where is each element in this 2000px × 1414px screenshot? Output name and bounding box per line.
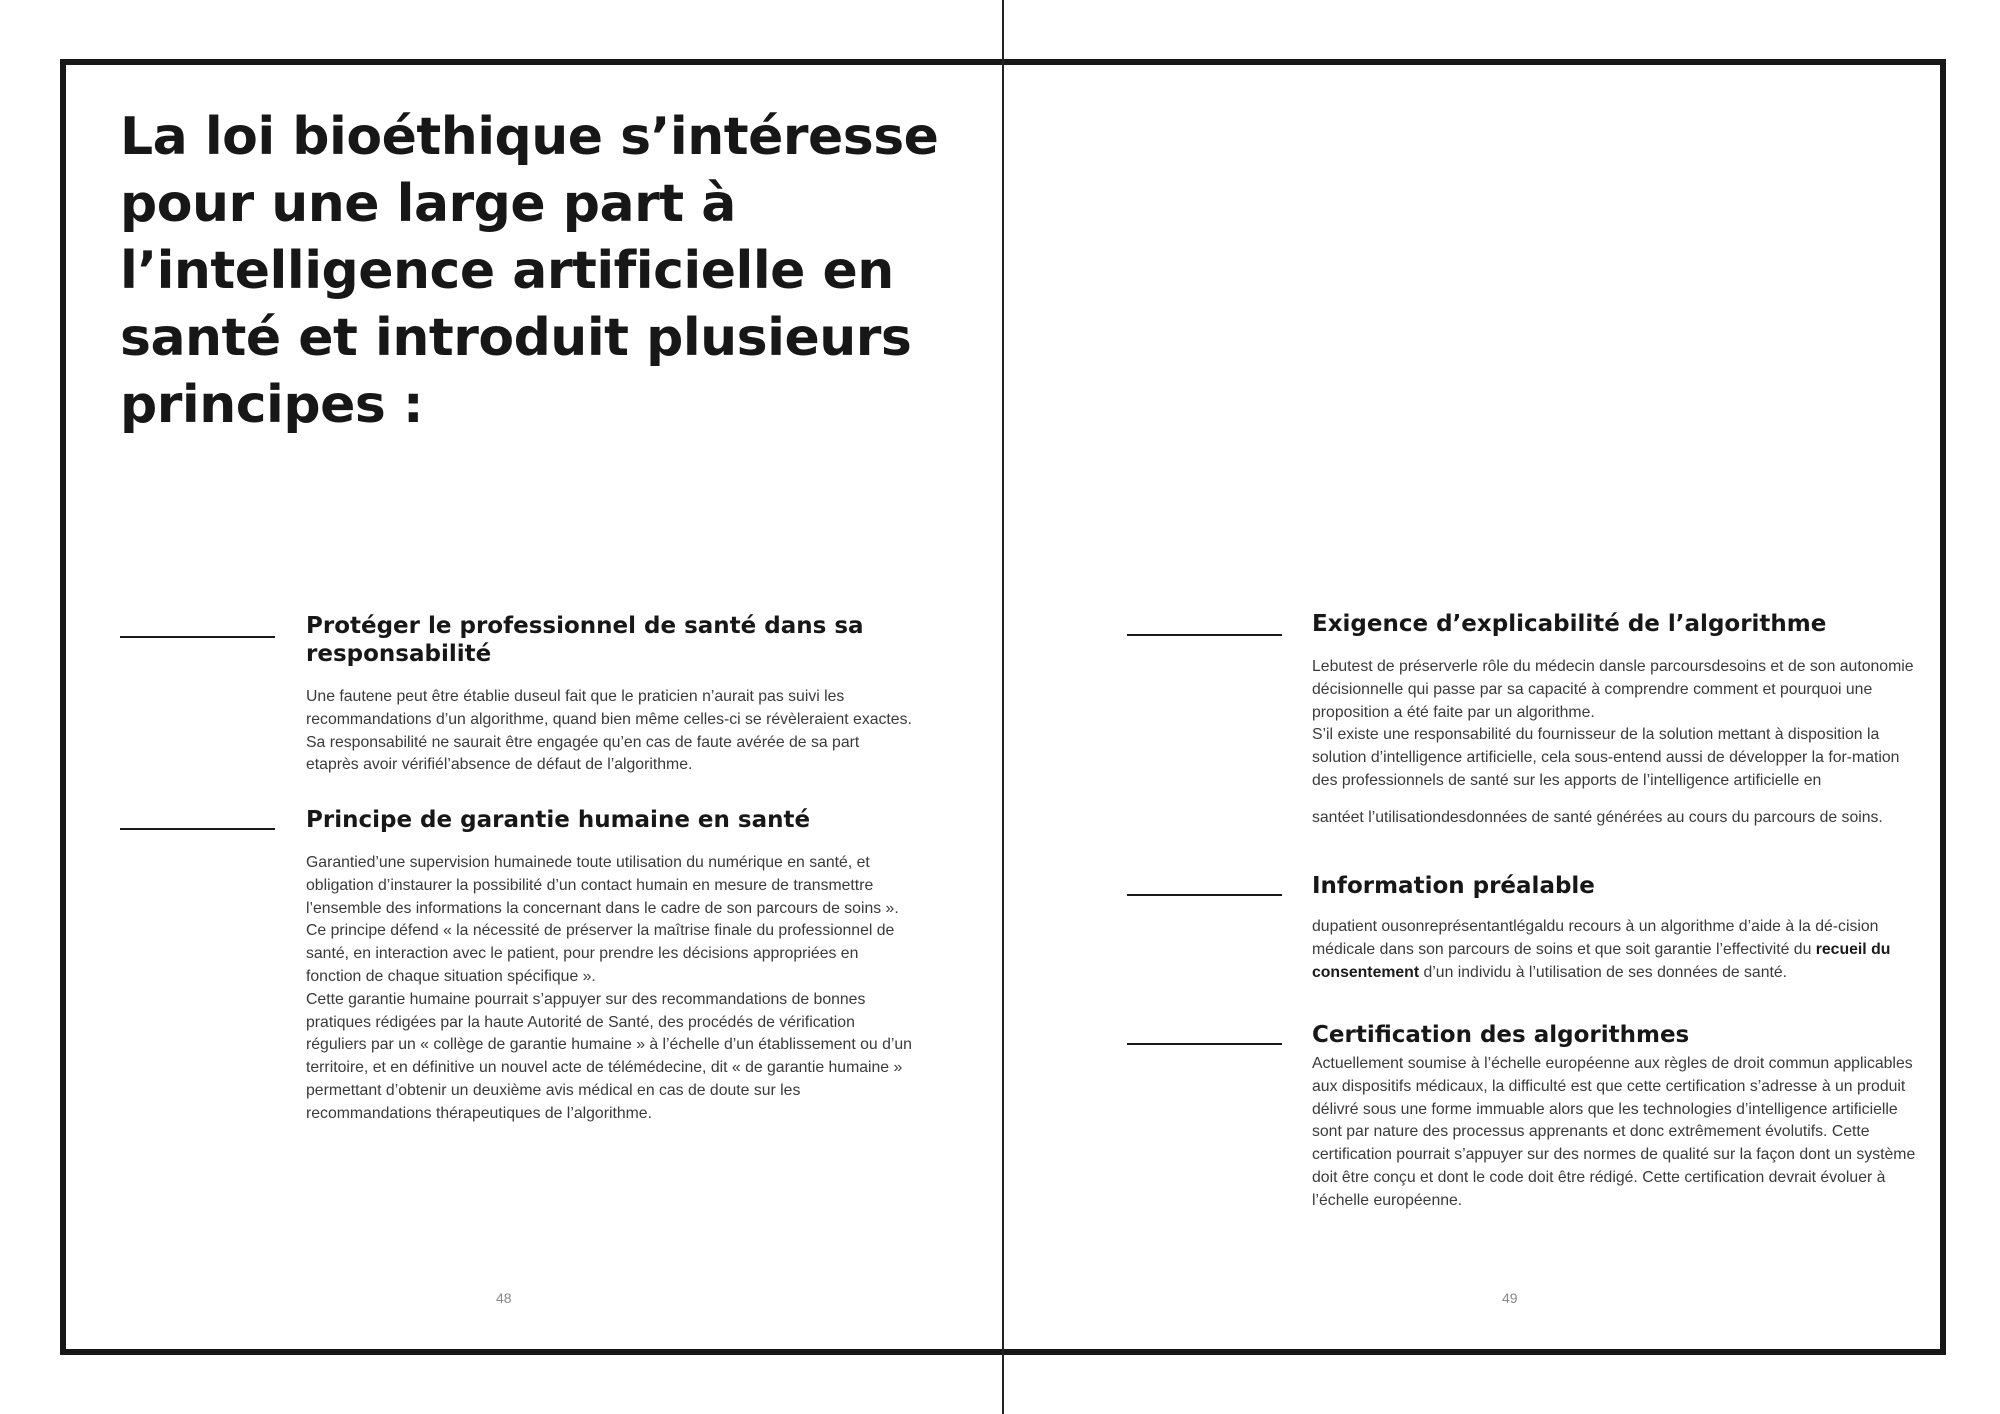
paragraph: Cette garantie humaine pourrait s’appuyer sur des recommandations de bonnes pratiques rédigées par la haute Autorité de Santé, des procédés de vérification réguliers par un « collège de garantie humaine » à l’échelle d’un établissement ou d’un territoire, et en définitive un nouvel acte de télémédecine, dit « de garantie humaine » permettant d’obtenir un deuxième avis médical en cas de doute sur les recommandations thérapeutiques de l’algorithme. bbox=[306, 990, 912, 1122]
text-after: d’un individu à l’utilisation de ses données de santé. bbox=[1419, 963, 1788, 981]
book-spine bbox=[1002, 0, 1004, 1414]
section-rule bbox=[1127, 634, 1282, 636]
paragraph: Ce principe défend « la nécessité de préserver la maîtrise finale du professionnel de santé, en interaction avec le patient, pour prendre les décisions appropriées en fonction de chaque situation spécifique ». bbox=[306, 922, 895, 985]
bold-consentement: recueil du consentement bbox=[1312, 940, 1891, 981]
paragraph: Une fautene peut être établie duseul fait que le praticien n’aurait pas suivi les recommandations d’un algorithme, quand bien même celles-ci se révèleraient exactes. Sa responsabilité ne saurait être engagée qu’en cas de faute avérée de sa part etaprès avoir vérifiél’absence de défaut de l’algorithme. bbox=[306, 688, 912, 774]
section-title-explicabilite: Exigence d’explicabilité de l’algorithme bbox=[1312, 611, 1827, 637]
paragraph: Garantied’une supervision humainede toute utilisation du numérique en santé, et obligation d’instaurer la possibilité d’un contact humain en mesure de transmettre l’ensemble des informations la concernant dans le cadre de son parcours de soins ». bbox=[306, 854, 899, 917]
section-body-explicabilite bbox=[1312, 656, 1922, 830]
page-number-left: 48 bbox=[496, 1290, 512, 1306]
page-headline: La loi bioéthique s’intéresse pour une large part à l’intelligence artificielle en santé et introduit plusieurs principes : bbox=[120, 107, 939, 435]
section-title-responsabilite: Protéger le professionnel de santé dans sa responsabilité bbox=[306, 613, 864, 667]
paragraph: santéet l’utilisationdesdonnées de santé générées au cours du parcours de soins. bbox=[1312, 808, 1883, 826]
section-title-certification: Certification des algorithmes bbox=[1312, 1022, 1690, 1048]
section-rule bbox=[120, 828, 275, 830]
section-body-responsabilite bbox=[306, 686, 916, 777]
paragraph: Actuellement soumise à l’échelle européenne aux règles de droit commun applicables aux dispositifs médicaux, la difficulté est que cette certification s’adresse à un produit délivré sous une forme immuable alors que les technologies d’intelligence artificielle sont par nature des processus apprenants et donc extrêmement évolutifs. Cette certification pourrait s’appuyer sur des normes de qualité sur la façon dont un système doit être conçu et dont le code doit être rédigé. Cette certification devrait évoluer à l’échelle européenne. bbox=[1312, 1055, 1916, 1209]
section-title-garantie-humaine: Principe de garantie humaine en santé bbox=[306, 807, 811, 833]
text-before: dupatient ousonreprésentantlégaldu recours à un algorithme d’aide à la dé-cision médicale dans son parcours de soins et que soit garantie l’effectivité du bbox=[1312, 918, 1879, 958]
section-body-information-prealable bbox=[1312, 916, 1922, 984]
section-title-information-prealable: Information préalable bbox=[1312, 873, 1595, 899]
section-body-certification bbox=[1312, 1053, 1922, 1213]
section-rule bbox=[120, 636, 275, 638]
paragraph bbox=[1312, 916, 1922, 984]
section-rule bbox=[1127, 1043, 1282, 1045]
paragraph: Lebutest de préserverle rôle du médecin dansle parcoursdesoins et de son autonomie décisionnelle qui passe par sa capacité à comprendre comment et pourquoi une proposition a été faite par un algorithme. bbox=[1312, 658, 1914, 721]
section-rule bbox=[1127, 894, 1282, 896]
page-number-right: 49 bbox=[1502, 1290, 1518, 1306]
paragraph: S’il existe une responsabilité du fournisseur de la solution mettant à disposition la solution d’intelligence artificielle, cela sous-entend aussi de développer la for-mation des professionnels de santé sur les apports de l’intelligence artificielle en bbox=[1312, 726, 1900, 789]
section-body-garantie-humaine bbox=[306, 852, 916, 1126]
